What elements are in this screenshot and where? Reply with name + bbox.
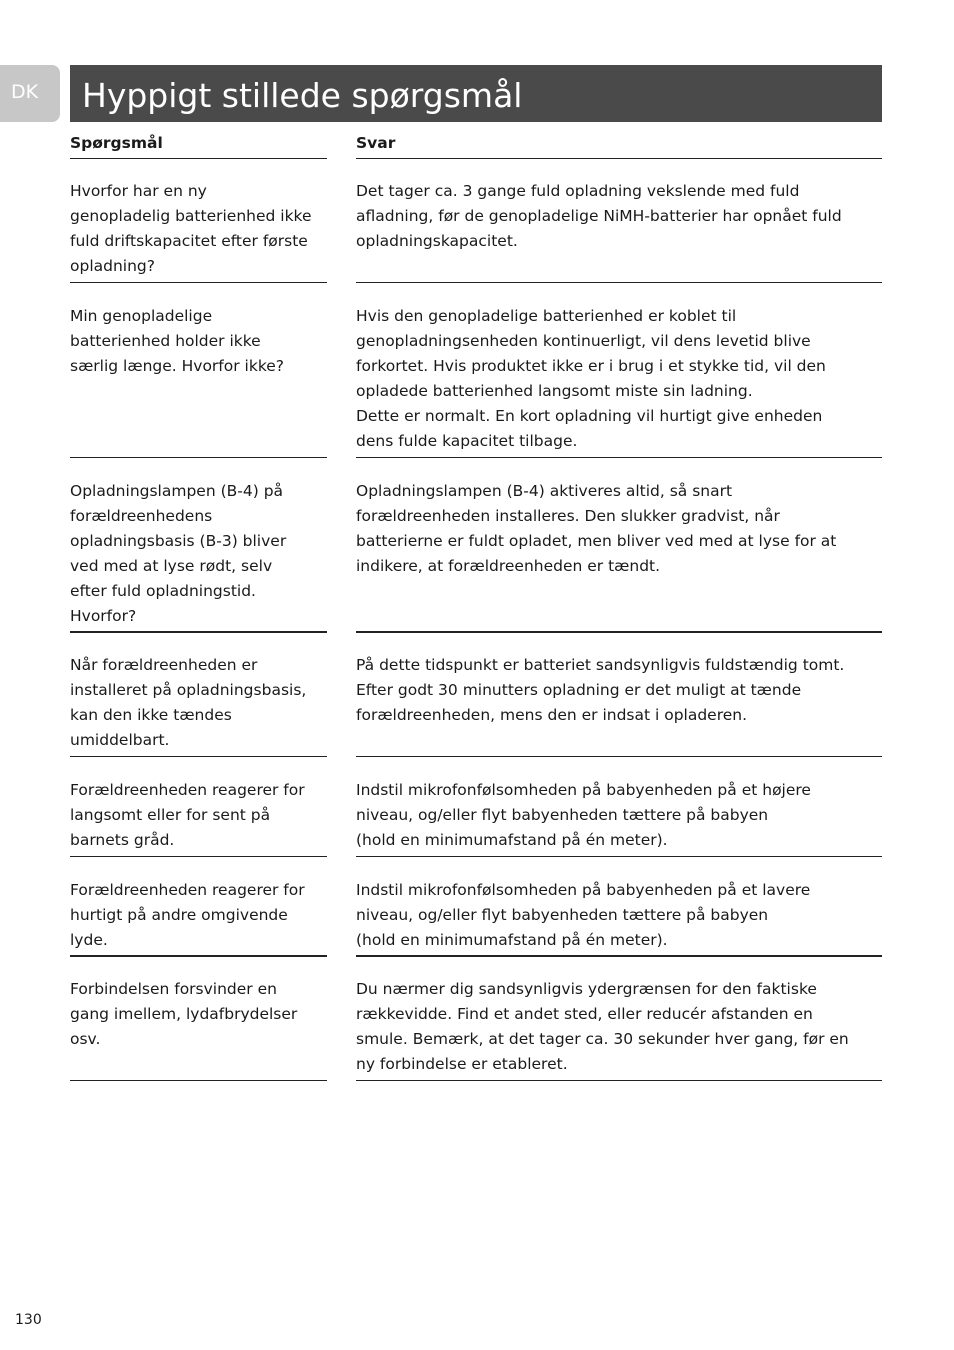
question-column-header: Spørgsmål <box>70 134 163 152</box>
faq-answer: Det tager ca. 3 gange fuld opladning vekslende med fuld afladning, før de genopladelige NiMH-batterier har opnået fuld opladningskapacitet. <box>356 182 842 250</box>
row-divider <box>70 282 327 283</box>
row-divider <box>70 1080 327 1081</box>
faq-question: Hvorfor har en ny genopladelig batterienhed ikke fuld driftskapacitet efter første opladning? <box>70 182 312 275</box>
row-divider <box>70 856 327 857</box>
row-divider <box>356 955 882 957</box>
faq-question: Forældreenheden reagerer for hurtigt på andre omgivende lyde. <box>70 881 305 949</box>
row-divider <box>356 282 882 283</box>
page-title: Hyppigt stillede spørgsmål <box>82 76 523 115</box>
faq-question: Opladningslampen (B-4) på forældreenhedens opladningsbasis (B-3) bliver ved med at lyse rødt, selv efter fuld opladningstid. Hvorfor? <box>70 482 287 625</box>
row-divider <box>356 1080 882 1081</box>
faq-question: Forældreenheden reagerer for langsomt eller for sent på barnets gråd. <box>70 781 305 849</box>
row-divider <box>70 955 327 957</box>
row-divider <box>70 457 327 458</box>
language-tab: DK <box>0 65 60 122</box>
faq-answer: Opladningslampen (B-4) aktiveres altid, så snart forældreenheden installeres. Den slukker gradvist, når batterierne er fuldt opladet, men bliver ved med at lyse for at indikere, at forældreenheden er tændt. <box>356 482 837 575</box>
faq-answer: Hvis den genopladelige batterienhed er koblet til genopladningsenheden kontinuerligt, vil dens levetid blive forkortet. Hvis produktet ikke er i brug i et stykke tid, vil den opladede batterienhed langsomt miste sin ladning. Dette er normalt. En kort opladning vil hurtigt give enheden dens fulde kapacitet tilbage. <box>356 307 826 450</box>
title-bar <box>70 65 882 122</box>
faq-answer: På dette tidspunkt er batteriet sandsynligvis fuldstændig tomt. Efter godt 30 minutters opladning er det muligt at tænde forældreenheden, mens den er indsat i opladeren. <box>356 656 845 724</box>
header-divider <box>70 158 327 159</box>
answer-column-header: Svar <box>356 134 396 152</box>
header-divider <box>356 158 882 159</box>
faq-question: Min genopladelige batterienhed holder ikke særlig længe. Hvorfor ikke? <box>70 307 285 375</box>
faq-answer: Du nærmer dig sandsynligvis ydergrænsen for den faktiske rækkevidde. Find et andet sted, eller reducér afstanden en smule. Bemærk, at det tager ca. 30 sekunder hver gang, før en ny forbindelse er etableret. <box>356 980 849 1073</box>
faq-answer: Indstil mikrofonfølsomheden på babyenheden på et lavere niveau, og/eller flyt babyenheden tættere på babyen (hold en minimumafstand på én meter). <box>356 881 811 949</box>
row-divider <box>356 856 882 857</box>
row-divider <box>356 631 882 633</box>
row-divider <box>356 457 882 458</box>
row-divider <box>70 631 327 633</box>
faq-answer: Indstil mikrofonfølsomheden på babyenheden på et højere niveau, og/eller flyt babyenheden tættere på babyen (hold en minimumafstand på én meter). <box>356 781 811 849</box>
row-divider <box>356 756 882 757</box>
faq-question: Forbindelsen forsvinder en gang imellem, lydafbrydelser osv. <box>70 980 298 1048</box>
row-divider <box>70 756 327 757</box>
page-number: 130 <box>15 1312 42 1328</box>
faq-question: Når forældreenheden er installeret på opladningsbasis, kan den ikke tændes umiddelbart. <box>70 656 307 749</box>
